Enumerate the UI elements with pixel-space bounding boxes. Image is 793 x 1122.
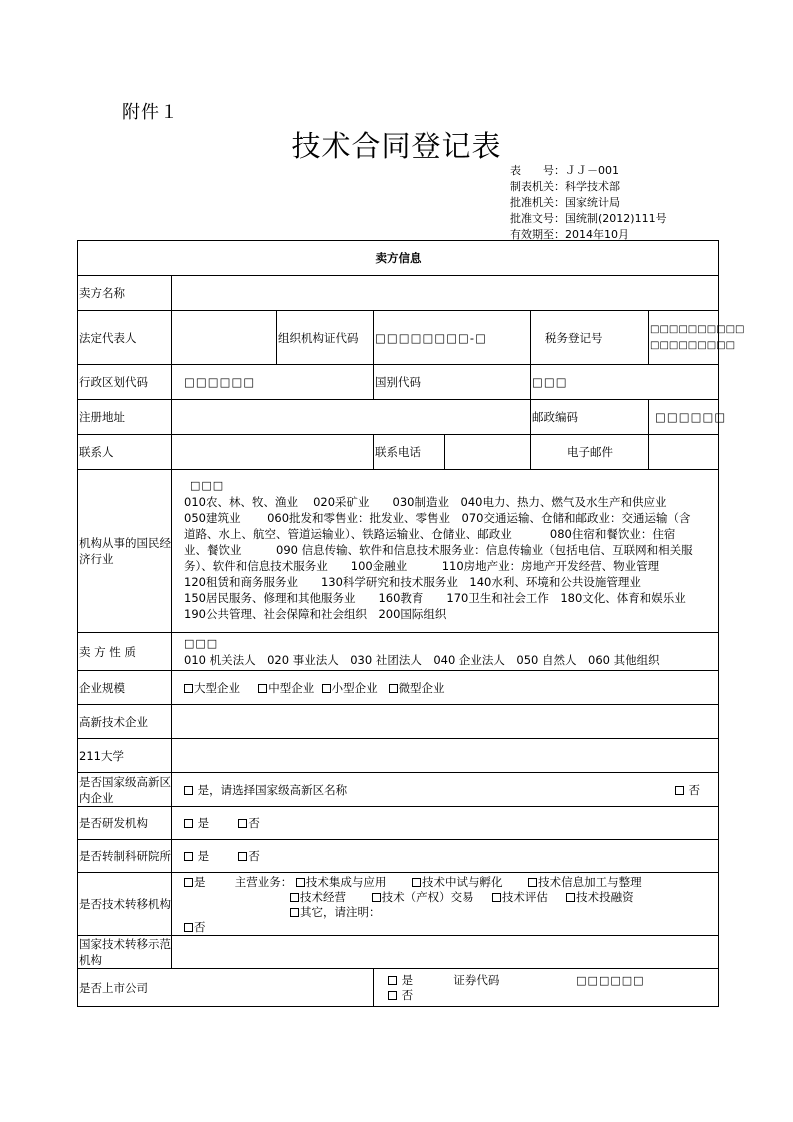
biz-financing-option[interactable]: 技术投融资	[566, 890, 634, 904]
rd-yes-option[interactable]: 是	[184, 816, 209, 830]
seller-name-label: 卖方名称	[78, 276, 172, 311]
biz-integration-option[interactable]: 技术集成与应用	[296, 875, 387, 889]
checkbox-icon	[296, 878, 305, 887]
attachment-label: 附件１	[122, 102, 179, 123]
u211-field[interactable]	[172, 739, 719, 773]
stock-code-label: 证券代码	[453, 972, 500, 987]
transfer-no-option[interactable]: 否	[238, 849, 260, 863]
scale-large-option[interactable]: 大型企业	[184, 681, 240, 695]
scale-label: 企业规模	[78, 671, 172, 705]
demo-inst-field[interactable]	[172, 936, 719, 969]
industry-line-5: 务）、软件和信息技术服务业 100金融业 110房地产业：房地产开发经营、物业管理	[184, 559, 660, 573]
legal-rep-field[interactable]	[172, 311, 277, 365]
reg-address-label: 注册地址	[78, 400, 172, 435]
industry-line-7: 150居民服务、修理和其他服务业 160教育 170卫生和社会工作 180文化、体育和娱乐业	[184, 591, 686, 605]
email-field[interactable]	[649, 435, 719, 470]
tt-yes-option[interactable]: 是	[184, 875, 206, 889]
zone-yes-option[interactable]: 是，请选择国家级高新区名称	[184, 783, 347, 797]
listed-yes-option[interactable]: 是	[388, 973, 413, 987]
scale-cell	[172, 671, 719, 705]
checkbox-icon	[184, 878, 193, 887]
checkbox-icon	[388, 991, 397, 1000]
scale-micro-option[interactable]: 微型企业	[389, 681, 445, 695]
industry-line-2: 050建筑业 060批发和零售业：批发业、零售业 070交通运输、仓储和邮政业：交通运输（含	[184, 511, 691, 525]
postcode-label: 邮政编码	[531, 400, 649, 435]
checkbox-icon	[258, 684, 267, 693]
approving-authority: 批准机关：国家统计局	[510, 196, 620, 209]
industry-line-3: 道路、水上、航空、管道运输业）、铁路运输业、仓储业、邮政业 080住宿和餐饮业：住宿	[184, 527, 676, 541]
stock-code-boxes[interactable]: □□□□□□	[576, 973, 645, 987]
checkbox-icon	[290, 908, 299, 917]
hightech-label: 高新技术企业	[78, 705, 172, 739]
checkbox-icon	[566, 893, 575, 902]
industry-line-4: 业、餐饮业 090 信息传输、软件和信息技术服务业：信息传输业（包括电信、互联网和相关服	[184, 543, 693, 557]
transfer-inst-label: 是否转制科研院所	[78, 840, 172, 873]
checkbox-icon	[492, 893, 501, 902]
main-business-label: 主营业务：	[234, 875, 293, 889]
biz-operation-option[interactable]: 技术经营	[290, 890, 346, 904]
listed-cell	[374, 969, 719, 1007]
biz-info-option[interactable]: 技术信息加工与整理	[528, 875, 642, 889]
checkbox-icon	[184, 684, 193, 693]
industry-line-8: 190公共管理、社会保障和社会组织 200国际组织	[184, 607, 447, 621]
region-code-boxes[interactable]: □□□□□□	[172, 365, 374, 400]
industry-label: 机构从事的国民经济行业	[78, 470, 172, 633]
checkbox-icon	[388, 976, 397, 985]
phone-label: 联系电话	[374, 435, 445, 470]
industry-boxes[interactable]: □□□	[190, 479, 225, 492]
hightech-zone-label: 是否国家级高新区内企业	[79, 774, 171, 805]
country-code-label: 国别代码	[374, 365, 531, 400]
demo-inst-label: 国家技术转移示范机构	[79, 937, 171, 967]
checkbox-icon	[184, 923, 193, 932]
transfer-inst-cell	[172, 840, 719, 873]
checkbox-icon	[322, 684, 331, 693]
scale-small-option[interactable]: 小型企业	[322, 681, 378, 695]
tax-reg-boxes-line2: □□□□□□□□□	[650, 339, 736, 351]
checkbox-icon	[528, 878, 537, 887]
checkbox-icon	[412, 878, 421, 887]
form-title: 技术合同登记表	[291, 129, 502, 163]
phone-field[interactable]	[445, 435, 531, 470]
tt-no-option[interactable]: 否	[184, 920, 206, 934]
seller-info-table	[77, 240, 745, 1007]
region-code-label: 行政区划代码	[78, 365, 172, 400]
checkbox-icon	[184, 852, 193, 861]
biz-trading-option[interactable]: 技术（产权）交易	[372, 890, 474, 904]
checkbox-icon	[184, 819, 193, 828]
legal-rep-label: 法定代表人	[78, 311, 172, 365]
industry-line-6: 120租赁和商务服务业 130科学研究和技术服务业 140水利、环境和公共设施管理业	[184, 575, 641, 589]
section-title: 卖方信息	[78, 241, 719, 276]
tech-transfer-label: 是否技术转移机构	[78, 873, 172, 936]
org-code-boxes[interactable]: □□□□□□□□-□	[374, 311, 531, 365]
email-label: 电子邮件	[531, 435, 649, 470]
checkbox-icon	[184, 786, 193, 795]
nature-cell	[172, 633, 719, 671]
checkbox-icon	[372, 893, 381, 902]
valid-until: 有效期至：2014年10月	[510, 228, 629, 241]
zone-cell	[172, 773, 719, 807]
industry-line-1: 010农、林、牧、渔业 020采矿业 030制造业 040电力、热力、燃气及水生产和供应业	[184, 495, 667, 509]
u211-label: 211大学	[78, 739, 172, 773]
checkbox-icon	[238, 852, 247, 861]
biz-incubation-option[interactable]: 技术中试与孵化	[412, 875, 503, 889]
nature-boxes[interactable]: □□□	[184, 636, 219, 650]
form-number: 表 号：ＪＪ－001	[510, 164, 619, 177]
approval-number: 批准文号：国统制(2012)111号	[510, 212, 667, 225]
tax-reg-boxes-line1: □□□□□□□□□□	[650, 323, 745, 335]
tax-reg-label: 税务登记号	[531, 311, 649, 365]
scale-medium-option[interactable]: 中型企业	[258, 681, 314, 695]
contact-label: 联系人	[78, 435, 172, 470]
zone-no-option[interactable]: 否	[675, 782, 700, 798]
checkbox-icon	[675, 786, 684, 795]
listed-label: 是否上市公司	[78, 969, 374, 1007]
biz-evaluation-option[interactable]: 技术评估	[492, 890, 548, 904]
checkbox-icon	[290, 893, 299, 902]
seller-name-field[interactable]	[172, 276, 719, 311]
nature-label: 卖 方 性 质	[78, 633, 172, 671]
country-code-boxes[interactable]: □□□	[531, 365, 719, 400]
tech-transfer-cell	[172, 873, 719, 936]
nature-options: 010 机关法人 020 事业法人 030 社团法人 040 企业法人 050 自然人 060 其他组织	[184, 652, 660, 667]
contact-field[interactable]	[172, 435, 374, 470]
tax-reg-boxes[interactable]	[649, 311, 745, 365]
checkbox-icon	[389, 684, 398, 693]
industry-cell	[172, 470, 719, 633]
transfer-yes-option[interactable]: 是	[184, 849, 209, 863]
rd-no-option[interactable]: 否	[238, 816, 260, 830]
postcode-boxes[interactable]: □□□□□□	[649, 400, 719, 435]
org-code-label: 组织机构证代码	[277, 311, 374, 365]
rd-cell	[172, 807, 719, 840]
issuing-authority: 制表机关：科学技术部	[510, 180, 620, 193]
listed-no-option[interactable]: 否	[388, 988, 413, 1002]
biz-other-option[interactable]: 其它，请注明：	[290, 905, 381, 919]
rd-label: 是否研发机构	[78, 807, 172, 840]
checkbox-icon	[238, 819, 247, 828]
reg-address-field[interactable]	[172, 400, 531, 435]
hightech-field[interactable]	[172, 705, 719, 739]
